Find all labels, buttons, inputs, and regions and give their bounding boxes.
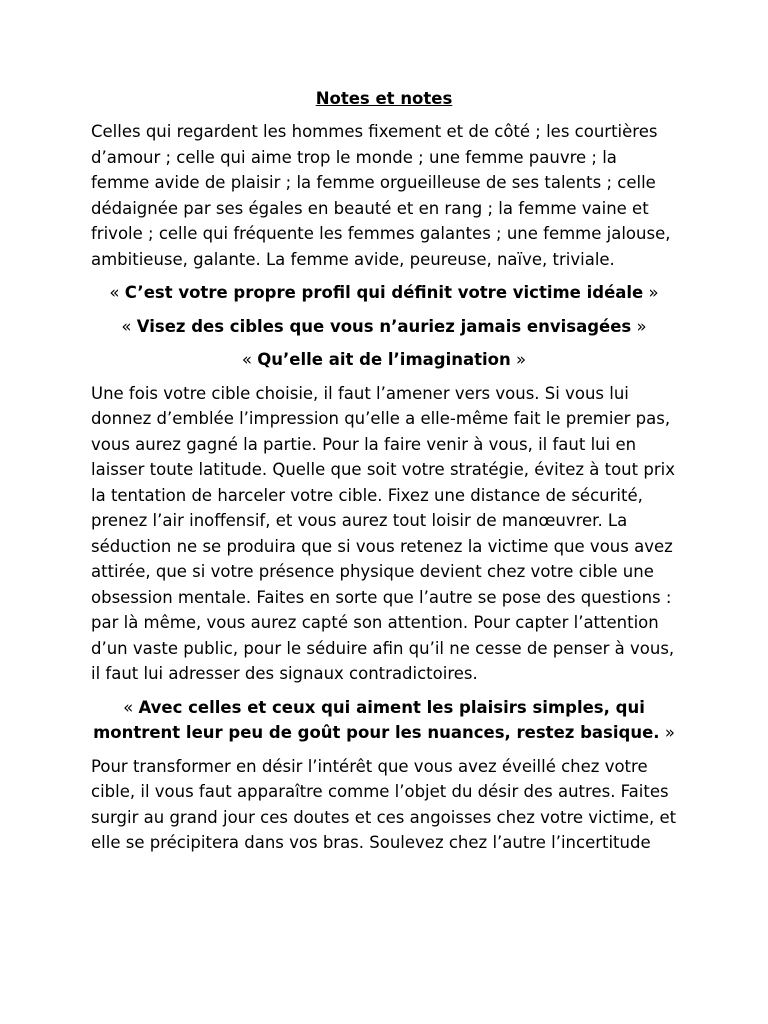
quote-4 — [91, 695, 677, 746]
quote-open-mark: « — [241, 350, 252, 369]
quote-open-mark: « — [109, 283, 120, 302]
document-page — [91, 86, 677, 864]
quote-1 — [91, 280, 677, 306]
document-title: Notes et notes — [315, 89, 453, 108]
quote-2-text: Visez des cibles que vous n’auriez jamais envisagées — [136, 316, 632, 336]
quote-close-mark: » — [636, 316, 647, 336]
paragraph-2: Une fois votre cible choisie, il faut l’amener vers vous. Si vous lui donnez d’emblée l’impression qu’elle a elle-même fait le premier pas, vous aurez gagné la partie. Pour la faire venir à vous, il faut lui en laisser toute latitude. Quelle que soit votre stratégie, évitez à tout prix la tentation de harceler votre cible. Fixez une distance de sécurité, prenez l’air inoffensif, et vous aurez tout loisir de manœuvrer. La séduction ne se produira que si vous retenez la victime que vous avez attirée, que si votre présence physique devient chez votre cible une obsession mentale. Faites en sorte que l’autre se pose des questions : par là même, vous aurez capté son attention. Pour capter l’attention d’un vaste public, pour le séduire afin qu’il ne cesse de penser à vous, il faut lui adresser des signaux contradictoires. — [91, 383, 675, 683]
quote-1-text: C’est votre propre profil qui définit votre victime idéale — [124, 283, 644, 302]
quote-3 — [91, 347, 677, 373]
paragraph-3: Pour transformer en désir l’intérêt que vous avez éveillé chez votre cible, il vous faut apparaître comme l’objet du désir des autres. Faites surgir au grand jour ces doutes et ces angoisses chez votre victime, et elle se précipitera dans vos bras. Soulevez chez l’autre l’incertitude — [91, 756, 677, 852]
quote-close-mark: » — [664, 723, 675, 742]
quote-close-mark: » — [516, 350, 527, 369]
quote-open-mark: « — [121, 316, 132, 336]
paragraph-1: Celles qui regardent les hommes fixement et de côté ; les courtières d’amour ; celle qui aime trop le monde ; une femme pauvre ; la femme avide de plaisir ; la femme orgueilleuse de ses talents ; celle dédaignée par ses égales en beauté et en rang ; la femme vaine et frivole ; celle qui fréquente les femmes galantes ; une femme jalouse, ambitieuse, galante. La femme avide, peureuse, naïve, triviale. — [91, 122, 671, 269]
quote-close-mark: » — [648, 283, 659, 302]
quote-3-text: Qu’elle ait de l’imagination — [257, 350, 511, 369]
quote-2 — [91, 314, 677, 340]
quote-4-text: Avec celles et ceux qui aiment les plaisirs simples, qui montrent leur peu de goût pour les nuances, restez basique. — [93, 697, 660, 742]
quote-open-mark: « — [123, 697, 134, 717]
